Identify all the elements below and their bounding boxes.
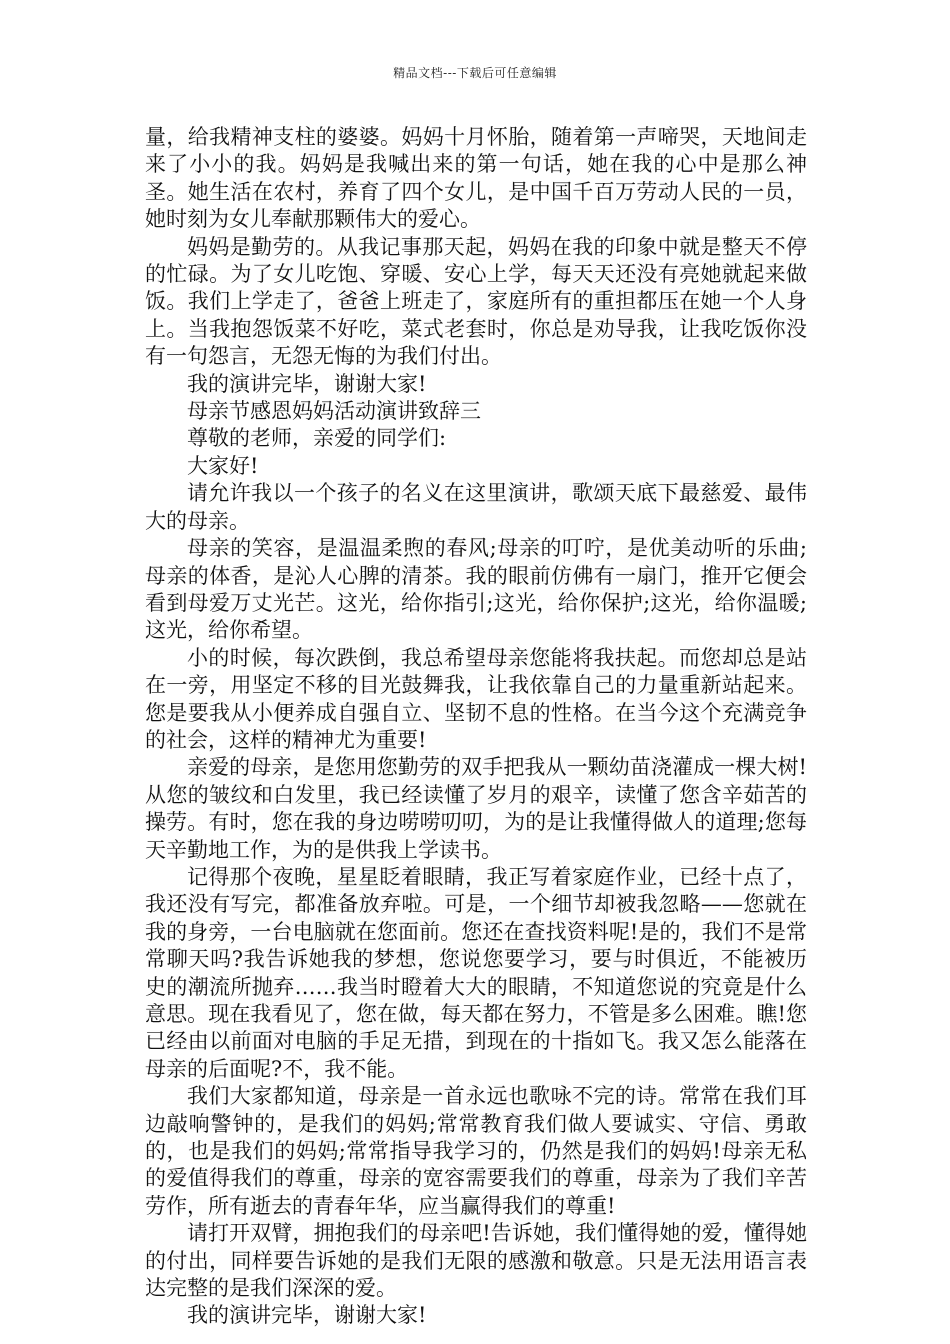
document-body (145, 124, 807, 1330)
paragraph: 记得那个夜晚，星星眨着眼睛，我正写着家庭作业，已经十点了，我还没有写完，都准备放弃啦。可是，一个细节却被我忽略——您就在我的身旁，一台电脑就在您面前。您还在查找资料呢!是的，我们不是常常聊天吗?我告诉她我的梦想，您说您要学习，要与时俱近，不能被历史的潮流所抛弃……我当时瞪着大大的眼睛，不知道您说的究竟是什么意思。现在我看见了，您在做，每天都在努力，不管是多么困难。瞧!您已经由以前面对电脑的手足无措，到现在的十指如飞。我又怎么能落在母亲的后面呢?不，我不能。 (145, 864, 807, 1081)
closing: 我的演讲完毕，谢谢大家! (187, 1303, 427, 1328)
paragraph: 我的演讲完毕，谢谢大家! (187, 371, 427, 396)
greeting: 大家好! (187, 453, 259, 478)
paragraph: 亲爱的母亲，是您用您勤劳的双手把我从一颗幼苗浇灌成一棵大树!从您的皱纹和白发里，我已经读懂了岁月的艰辛，读懂了您含辛茹苦的操劳。有时，您在我的身边唠唠叨叨，为的是让我懂得做人的道理;您每天辛勤地工作，为的是供我上学读书。 (145, 755, 807, 862)
paragraph: 我们大家都知道，母亲是一首永远也歌咏不完的诗。常常在我们耳边敲响警钟的，是我们的妈妈;常常教育我们做人要诚实、守信、勇敢的，也是我们的妈妈;常常指导我学习的，仍然是我们的妈妈!母亲无私的爱值得我们的尊重，母亲的宽容需要我们的尊重，母亲为了我们辛苦劳作，所有逝去的青春年华，应当赢得我们的尊重! (145, 1084, 807, 1218)
section-title: 母亲节感恩妈妈活动演讲致辞三 (187, 399, 481, 424)
paragraph: 请打开双臂，拥抱我们的母亲吧!告诉她，我们懂得她的爱，懂得她的付出，同样要告诉她的是我们无限的感激和敬意。只是无法用语言表达完整的是我们深深的爱。 (145, 1221, 807, 1301)
paragraph: 妈妈是勤劳的。从我记事那天起，妈妈在我的印象中就是整天不停的忙碌。为了女儿吃饱、穿暖、安心上学，每天天还没有亮她就起来做饭。我们上学走了，爸爸上班走了，家庭所有的重担都压在她一个人身上。当我抱怨饭菜不好吃，菜式老套时，你总是劝导我，让我吃饭你没有一句怨言，无怨无悔的为我们付出。 (145, 234, 807, 369)
paragraph: 量，给我精神支柱的婆婆。妈妈十月怀胎，随着第一声啼哭，天地间走来了小小的我。妈妈是我喊出来的第一句话，她在我的心中是那么神圣。她生活在农村，养育了四个女儿，是中国千百万劳动人民的一员，她时刻为女儿奉献那颗伟大的爱心。 (145, 125, 807, 232)
paragraph: 小的时候，每次跌倒，我总希望母亲您能将我扶起。而您却总是站在一旁，用坚定不移的目光鼓舞我，让我依靠自己的力量重新站起来。您是要我从小便养成自强自立、坚韧不息的性格。在当今这个充满竞争的社会，这样的精神尤为重要! (145, 645, 807, 752)
paragraph: 请允许我以一个孩子的名义在这里演讲，歌颂天底下最慈爱、最伟大的母亲。 (145, 481, 807, 533)
paragraph: 母亲的笑容，是温温柔煦的春风;母亲的叮咛，是优美动听的乐曲;母亲的体香，是沁人心脾的清茶。我的眼前仿佛有一扇门，推开它便会看到母爱万丈光芒。这光，给你指引;这光，给你保护;这光，给你温暖;这光，给你希望。 (145, 536, 807, 643)
page-header: 精品文档---下载后可任意编辑 (393, 66, 557, 80)
salutation: 尊敬的老师，亲爱的同学们: (187, 426, 447, 451)
